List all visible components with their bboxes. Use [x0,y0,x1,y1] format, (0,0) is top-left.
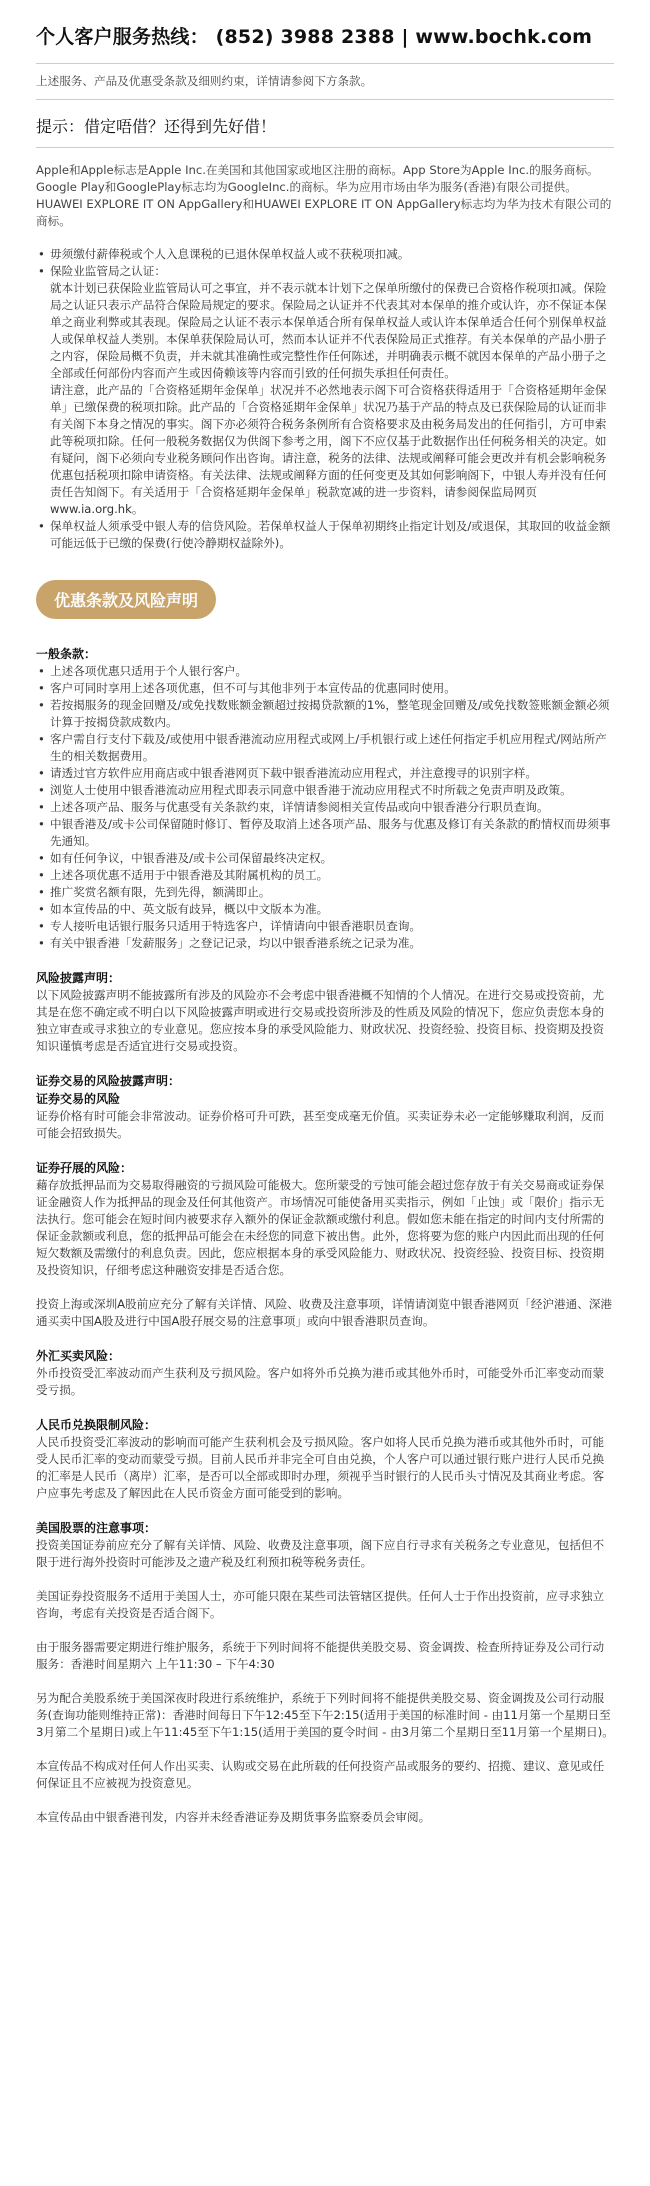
fx-risk-text: 外币投资受汇率波动而产生获利及亏损风险。客户如将外币兑换为港币或其他外币时，可能受外币汇率变动而蒙受亏损。 [36,1366,605,1397]
us-stocks-text: 由于服务器需要定期进行维护服务，系统于下列时间将不能提供美股交易、资金调拨、检查所持证券及公司行动服务：香港时间星期六 上午11:30 – 下午4:30 [36,1640,605,1671]
list-item: • 上述各项优惠不适用于中银香港及其附属机构的员工。 [50,867,614,884]
list-item: • 浏览人士使用中银香港流动应用程式即表示同意中银香港于流动应用程式不时所载之免责声明及政策。 [50,782,614,799]
rmb-risk-text: 人民币投资受汇率波动的影响而可能产生获利机会及亏损风险。客户如将人民币兑换为港币或其他外币时，可能受人民币汇率的变动而蒙受亏损。目前人民币并非完全可自由兑换，个人客户可以通过银行账户进行人民币兑换的汇率是人民币（离岸）汇率，是否可以全部或即时办理，须视乎当时银行的人民币头寸情况及其商业考虑。客户应事先考虑及了解因此在人民币资金方面可能受到的影响。 [36,1435,605,1500]
list-item: • 客户可同时享用上述各项优惠，但不可与其他非列于本宣传品的优惠同时使用。 [50,680,614,697]
hotline-heading: 个人客户服务热线： (852) 3988 2388 | www.bochk.com [36,26,593,48]
fx-risk-heading: 外汇买卖风险： [36,1349,121,1363]
general-terms-list [36,663,614,952]
spacer [36,1792,614,1809]
section-badge: 优惠条款及风险声明 [36,580,216,619]
divider [36,63,614,64]
list-item: • 中银香港及/或卡公司保留随时修订、暂停及取消上述各项产品、服务与优惠及修订有关条款的酌情权而毋须事先通知。 [50,816,614,850]
margin-risk-text: 藉存放抵押品而为交易取得融资的亏损风险可能极大。您所蒙受的亏蚀可能会超过您存放于有关交易商或证券保证金融资人作为抵押品的现金及任何其他资产。市场情况可能使备用买卖指示，例如「止蚀」或「限价」指示无法执行。您可能会在短时间内被要求存入额外的保证金款额或缴付利息。假如您未能在指定的时间内支付所需的保证金款额或利息，您的抵押品可能会在未经您的同意下被出售。此外，您将要为您的账户内因此而出现的任何短欠数额及需缴付的利息负责。因此，您应根据本身的承受风险能力、财政状况、投资经验、投资目标、投资期及投资知识，仔细考虑这种融资安排是否适合您。 [36,1178,605,1277]
reminder-heading: 提示：借定唔借？还得到先好借！ [36,117,277,136]
list-item: • 推广奖赏名额有限，先到先得，额满即止。 [50,884,614,901]
spacer [36,1673,614,1690]
general-terms-heading: 一般条款： [36,647,97,661]
disclaimer-text: 本宣传品由中银香港刊发，内容并未经香港证券及期货事务监察委员会审阅。 [36,1810,431,1824]
us-stocks-text: 另为配合美股系统于美国深夜时段进行系统维护，系统于下列时间将不能提供美股交易、资金调拨及公司行动服务(查询功能则维持正常)：香港时间每日下午12:45至下午2:15(适用于美国的标准时间 - 由11月第一个星期日至3月第二个星期日)或上午11:45至下午1:15(适用于美国的夏令时间 - 由3月第二个星期日至11月第一个星期日)。 [36,1691,614,1739]
rmb-risk-heading: 人民币兑换限制风险： [36,1418,157,1432]
ia-certification-label: 保险业监管局之认证： [50,264,166,278]
divider [36,99,614,100]
us-stocks-text: 美国证券投资服务不适用于美国人士，亦可能只限在某些司法管辖区提供。任何人士于作出投资前，应寻求独立咨询，考虑有关投资是否适合阁下。 [36,1589,605,1620]
spacer [36,1142,614,1159]
list-item [50,263,614,518]
disclaimer-text: 本宣传品不构成对任何人作出买卖、认购或交易在此所载的任何投资产品或服务的要约、招揽、建议、意见或任何保证且不应被视为投资意见。 [36,1759,605,1790]
risk-disclosure-text: 以下风险披露声明不能披露所有涉及的风险亦不会考虑中银香港概不知情的个人情况。在进行交易或投资前，尤其是在您不确定或不明白以下风险披露声明或进行交易或投资所涉及的性质及风险的情况下，您应负责您本身的独立审查或寻求独立的专业意见。您应按本身的承受风险能力、财政状况、投资经验、投资目标、投资期及投资知识谨慎考虑是否适宜进行交易或投资。 [36,988,605,1053]
list-item: • 有关中银香港「发薪服务」之登记记录，均以中银香港系统之记录为准。 [50,935,614,952]
us-stocks-heading: 美国股票的注意事项： [36,1521,157,1535]
us-stocks-text: 投资美国证券前应充分了解有关详情、风险、收费及注意事项，阁下应自行寻求有关税务之专业意见，包括但不限于进行海外投资时可能涉及之遗产税及红利预扣税等税务责任。 [36,1538,605,1569]
divider [36,147,614,148]
ia-paragraph: 就本计划已获保险业监管局认可之事宜，并不表示就本计划下之保单所缴付的保费已合资格作税项扣减。保险局之认证只表示产品符合保险局规定的要求。保险局之认证并不代表其对本保单的推介或认许，亦不保证本保单之商业利弊或其表现。保险局之认证不表示本保单适合所有保单权益人或认许本保单适合任何个别保单权益人或保单权益人类别。本保单获保险局认可，然而本认证并不代表保险局正式推荐。有关本保单的产品小册子之内容，保险局概不负责，并未就其准确性或完整性作任何陈述，并明确表示概不就因本保单的产品小册子之全部或任何部份内容而产生或因倚赖该等内容而引致的任何损失承担任何责任。 [50,281,607,380]
list-item: • 客户需自行支付下载及/或使用中银香港流动应用程式或网上/手机银行或上述任何指定手机应用程式/网站所产生的相关数据费用。 [50,731,614,765]
spacer [36,1055,614,1072]
china-connect-text: 投资上海或深圳A股前应充分了解有关详情、风险、收费及注意事项，详情请浏览中银香港网页「经沪港通、深港通买卖中国A股及进行中国A股孖展交易的注意事项」或向中银香港职员查询。 [36,1297,613,1328]
list-item: • 如本宣传品的中、英文版有歧异，概以中文版本为准。 [50,901,614,918]
list-item: • 保单权益人须承受中银人寿的信贷风险。若保单权益人于保单初期终止指定计划及/或退保，其取回的收益金额可能远低于已缴的保费(行使冷静期权益除外)。 [50,518,614,552]
trademark-notice: Apple和Apple标志是Apple Inc.在美国和其他国家或地区注册的商标。App Store为Apple Inc.的服务商标。Google Play和GooglePlay标志均为GoogleInc.的商标。华为应用市场由华为服务(香港)有限公司提供。HUAWEI EXPLORE IT ON AppGallery和HUAWEI EXPLORE IT ON AppGallery标志均为华为技术有限公司的商标。 [36,163,612,228]
spacer [36,1399,614,1416]
tax-notes-list [36,246,614,552]
list-item: • 专人接听电话银行服务只适用于特选客户，详情请向中银香港职员查询。 [50,918,614,935]
securities-risk-subheading: 证券交易的风险 [36,1092,121,1106]
spacer [36,1330,614,1347]
list-item: • 上述各项产品、服务与优惠受有关条款约束，详情请参阅相关宣传品或向中银香港分行职员查询。 [50,799,614,816]
list-item: • 请透过官方软件应用商店或中银香港网页下载中银香港流动应用程式，并注意搜寻的识别字样。 [50,765,614,782]
risk-disclosure-heading: 风险披露声明： [36,971,121,985]
margin-risk-heading: 证券孖展的风险： [36,1161,133,1175]
terms-reference-text: 上述服务、产品及优惠受条款及细则约束，详情请参阅下方条款。 [36,74,373,88]
list-item: • 若按揭服务的现金回赠及/或免找数账额金额超过按揭贷款额的1%，整笔现金回赠及/或免找数签账额金额必须计算于按揭贷款成数内。 [50,697,614,731]
spacer [36,952,614,969]
securities-risk-heading: 证券交易的风险披露声明： [36,1074,181,1088]
spacer [36,1279,614,1296]
spacer [36,1502,614,1519]
securities-risk-text: 证券价格有时可能会非常波动。证券价格可升可跌，甚至变成毫无价值。买卖证券未必一定能够赚取利润，反而可能会招致损失。 [36,1109,605,1140]
spacer [36,1741,614,1758]
spacer [36,1622,614,1639]
list-item: • 如有任何争议，中银香港及/或卡公司保留最终决定权。 [50,850,614,867]
spacer [36,1571,614,1588]
ia-paragraph: 请注意，此产品的「合资格延期年金保单」状况并不必然地表示阁下可合资格获得适用于「合资格延期年金保单」已缴保费的税项扣除。此产品的「合资格延期年金保单」状况乃基于产品的特点及已获保险局的认证而非有关阁下本身之情况的事实。阁下亦必须符合税务条例所有合资格要求及由税务局发出的任何指引，方可申索此等税项扣除。任何一般税务数据仅为供阁下参考之用，阁下不应仅基于此数据作出任何税务相关的决定。如有疑问，阁下必须向专业税务顾问作出咨询。请注意，税务的法律、法规或阐释可能会更改并有机会影响税务优惠包括税项扣除申请资格。有关法律、法规或阐释方面的任何变更及其如何影响阁下，中银人寿并没有任何责任告知阁下。有关适用于「合资格延期年金保单」税款宽减的进一步资料，请参阅保监局网页www.ia.org.hk。 [50,383,607,516]
list-item: • 毋须缴付薪俸税或个人入息课税的已退休保单权益人或不获税项扣减。 [50,246,614,263]
list-item: • 上述各项优惠只适用于个人银行客户。 [50,663,614,680]
